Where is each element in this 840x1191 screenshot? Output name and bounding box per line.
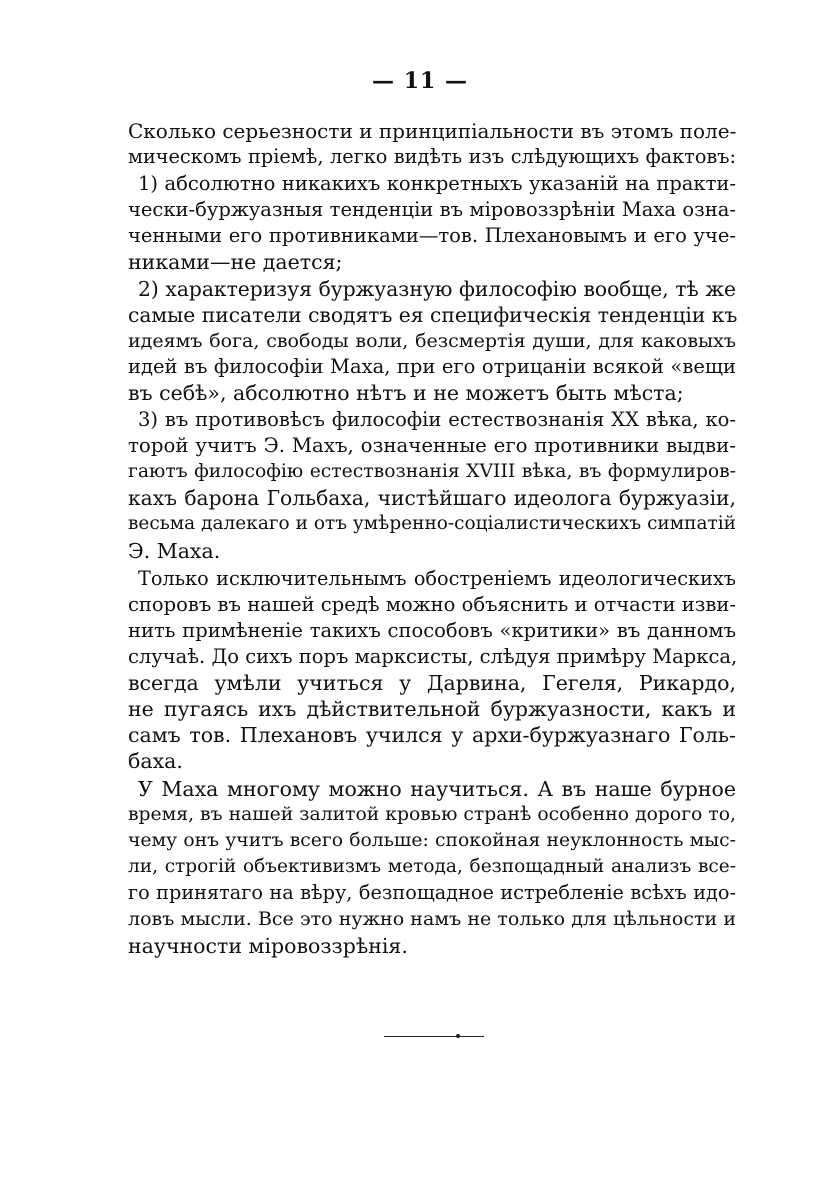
text-line: Только исключительнымъ обостреніемъ идеологическихъ <box>138 567 736 590</box>
closing-rule <box>384 1036 484 1037</box>
text-line: ли, строгій объективизмъ метода, безпощадный анализъ все- <box>128 856 736 877</box>
text-line: нить примѣненіе такихъ способовъ «критики» въ данномъ <box>128 619 736 642</box>
text-line: случаѣ. До сихъ поръ марксисты, слѣдуя примѣру Маркса, <box>128 645 738 668</box>
rule-ornament <box>456 1034 460 1038</box>
text-line: не пугаясь ихъ дѣйствительной буржуазности, какъ и <box>128 697 736 721</box>
text-line: въ себѣ», абсолютно нѣтъ и не можетъ быть мѣста; <box>128 381 684 405</box>
text-line: чему онъ учитъ всего больше: спокойная неуклонность мыс- <box>128 830 736 851</box>
text-line: споровъ въ нашей средѣ можно объяснить и отчасти изви- <box>128 593 736 616</box>
text-line: У Маха многому можно научиться. А въ наше бурное <box>138 777 736 801</box>
text-line: 2) характеризуя буржуазную философію вообще, тѣ же <box>138 277 736 301</box>
text-line: идей въ философіи Маха, при его отрицаніи всякой «вещи <box>128 355 736 378</box>
text-line: 3) въ противовѣсъ философіи естествознанія XX вѣка, ко- <box>138 408 736 431</box>
text-line: ченными его противниками—тов. Плехановымъ и его уче- <box>128 224 736 247</box>
text-line: самые писатели сводятъ ея специфическія тенденціи къ <box>128 303 738 327</box>
text-line: научности міровоззрѣнія. <box>128 934 408 958</box>
text-line: мическомъ пріемѣ, легко видѣть изъ слѣдующихъ фактовъ: <box>128 145 736 168</box>
text-line: 1) абсолютно никакихъ конкретныхъ указаній на практи- <box>138 172 736 195</box>
text-line: самъ тов. Плехановъ учился у архи-буржуазнаго Голь- <box>128 723 736 747</box>
text-line: кахъ барона Гольбаха, чистѣйшаго идеолога буржуазіи, <box>128 486 736 510</box>
text-line: чески-буржуазныя тенденціи въ міровоззрѣніи Маха озна- <box>128 198 736 221</box>
text-line: торой учитъ Э. Махъ, означенные его противники выдви- <box>128 434 736 457</box>
text-line: Сколько серьезности и принципіальности въ этомъ поле- <box>128 119 737 143</box>
text-line: идеямъ бога, свободы воли, безсмертія души, для каковыхъ <box>128 330 736 352</box>
text-line: Э. Маха. <box>128 539 221 563</box>
text-line: гаютъ философію естествознанія XVIII вѣка, въ формулиров- <box>128 461 736 482</box>
text-line: весьма далекаго и отъ умѣренно-соціалистическихъ симпатій <box>128 513 736 534</box>
text-line: время, въ нашей залитой кровью странѣ особенно дорого то, <box>128 804 736 825</box>
text-line: всегда умѣли учиться у Дарвина, Гегеля, Рикардо, <box>128 671 736 695</box>
text-line: го принятаго на вѣру, безпощадное истребленіе всѣхъ идо- <box>128 881 736 904</box>
text-line: баха. <box>128 749 183 773</box>
text-line: ловъ мысли. Все это нужно намъ не только для цѣльности и <box>128 908 736 930</box>
page-number: — 11 — <box>372 68 468 94</box>
text-line: никами—не дается; <box>128 250 343 274</box>
